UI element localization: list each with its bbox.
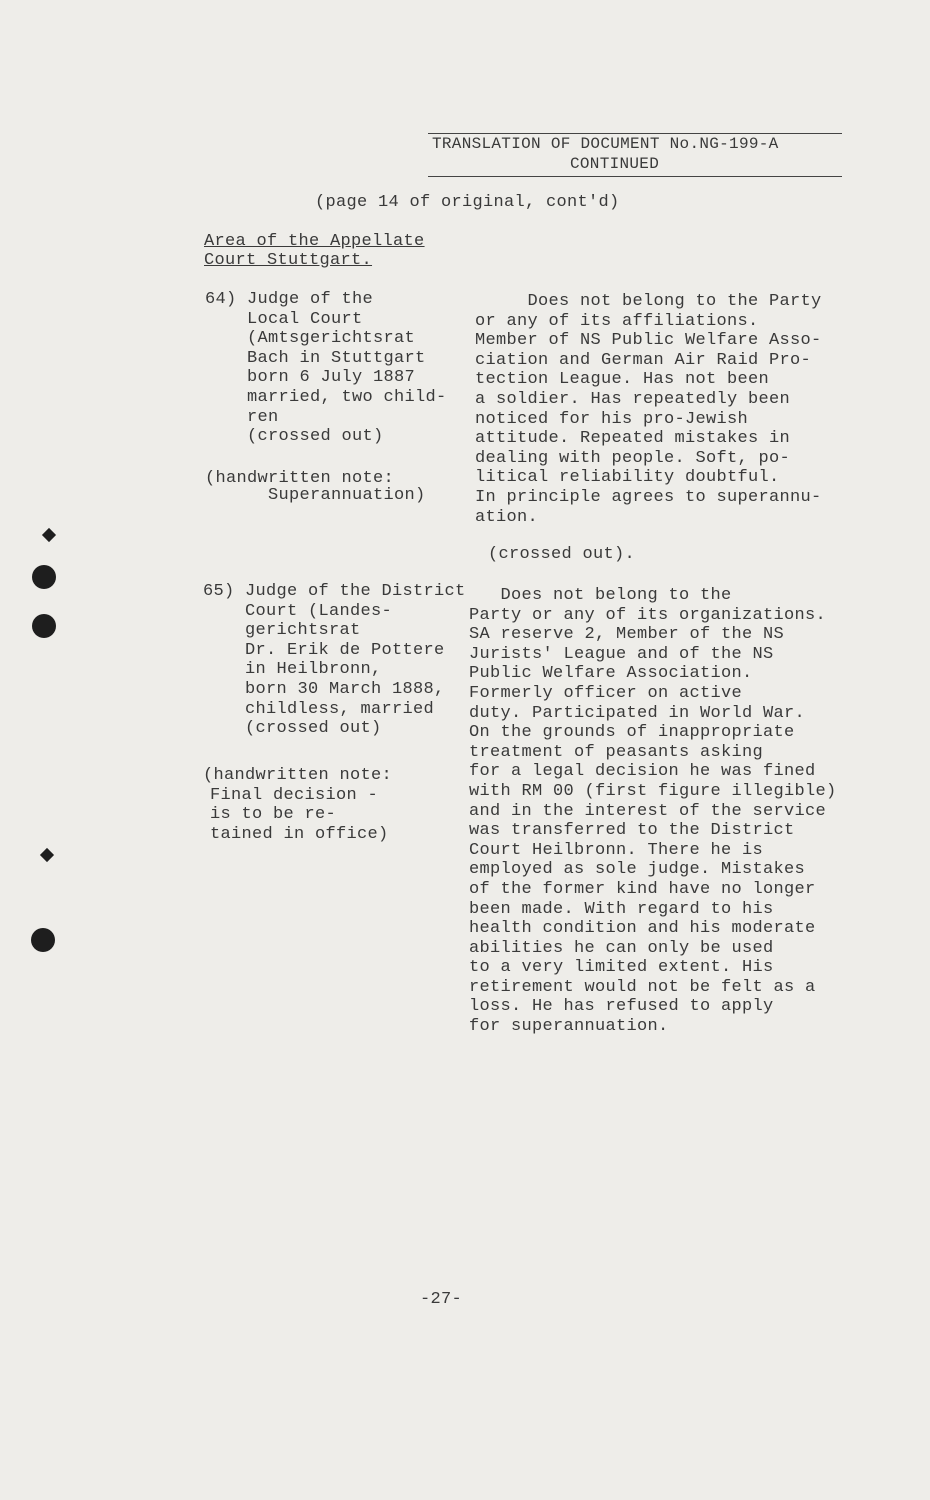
document-title: TRANSLATION OF DOCUMENT No.NG-199-A [432,135,779,153]
assessment-line: noticed for his pro-Jewish [475,409,749,429]
assessment-line: In principle agrees to superannu- [475,487,822,507]
assessment-line: attitude. Repeated mistakes in [475,429,791,449]
assessment-line: On the grounds of inappropriate [469,723,795,743]
page-number: -27- [420,1290,463,1309]
entry-65-assessment [469,586,837,1037]
note-line: tained in office) [210,824,389,844]
assessment-line: with RM 00 (first figure illegible) [469,781,837,801]
entry-64-assessment [475,292,822,527]
assessment-line: for superannuation. [469,1017,669,1037]
assessment-line: was transferred to the District [469,821,795,841]
entry-64-line: (Amtsgerichtsrat [205,329,416,349]
entry-64-line: Bach in Stuttgart [205,348,426,368]
entry-64-line: 64) Judge of the [205,290,374,309]
assessment-line: a soldier. Has repeatedly been [475,389,791,409]
assessment-line: retirement would not be felt as a [469,977,816,997]
entry-65-line: (crossed out) [203,719,382,739]
assessment-line: ciation and German Air Raid Pro- [475,350,812,370]
assessment-line: Does not belong to the [469,586,732,605]
binder-hole [31,928,55,952]
page-reference: (page 14 of original, cont'd) [315,193,620,212]
assessment-line: and in the interest of the service [469,801,827,821]
entry-65-line: childless, married [203,699,435,719]
note-line: (handwritten note: [205,469,395,488]
assessment-line: employed as sole judge. Mistakes [469,860,806,880]
area-heading-line: Court Stuttgart. [204,251,373,270]
assessment-line: or any of its affiliations. [475,311,759,331]
entry-65-line: gerichtsrat [203,621,361,641]
entry-64-line: (crossed out) [205,427,384,447]
header-rule-bottom [428,176,842,177]
note-line: is to be re- [210,805,337,825]
assessment-line: ation. [475,507,539,527]
entry-64-line: ren [205,407,279,427]
assessment-line: Does not belong to the Party [475,292,822,311]
assessment-line: litical reliability doubtful. [475,468,780,488]
assessment-line: been made. With regard to his [469,899,774,919]
assessment-line: dealing with people. Soft, po- [475,448,791,468]
assessment-line: of the former kind have no longer [469,879,816,899]
binder-mark-top [42,528,56,542]
binder-hole [32,614,56,638]
binder-mark-middle [40,848,54,862]
entry-65-line: Court (Landes- [203,601,393,621]
area-heading-line: Area of the Appellate [204,232,425,251]
assessment-line: Jurists' League and of the NS [469,644,774,664]
assessment-line: for a legal decision he was fined [469,762,816,782]
assessment-line: health condition and his moderate [469,919,816,939]
binder-hole [32,565,56,589]
entry-65-person [203,582,466,739]
assessment-line: SA reserve 2, Member of the NS [469,625,785,645]
note-line: (handwritten note: [203,766,393,785]
entry-64-line: Local Court [205,309,363,329]
assessment-line: tection League. Has not been [475,370,770,390]
assessment-line: treatment of peasants asking [469,742,764,762]
note-line: Superannuation) [205,486,426,505]
assessment-line: Formerly officer on active [469,683,743,703]
assessment-line: to a very limited extent. His [469,958,774,978]
document-subtitle: CONTINUED [570,155,660,173]
assessment-line: Member of NS Public Welfare Asso- [475,331,822,351]
entry-65-line: Dr. Erik de Pottere [203,640,445,660]
assessment-line: Public Welfare Association. [469,664,753,684]
note-line: Final decision - [210,785,379,805]
entry-64-line: born 6 July 1887 [205,368,416,388]
assessment-line: abilities he can only be used [469,938,774,958]
entry-64-line: married, two child- [205,387,447,407]
entry-64-person [205,290,447,447]
assessment-line: Party or any of its organizations. [469,605,827,625]
assessment-line: Court Heilbronn. There he is [469,840,764,860]
entry-64-crossed-out: (crossed out). [488,545,636,564]
entry-64-handwritten-note [205,469,426,506]
entry-65-line: 65) Judge of the District [203,582,466,601]
entry-65-handwritten-note [203,766,392,844]
assessment-line: loss. He has refused to apply [469,997,774,1017]
entry-65-line: in Heilbronn, [203,660,382,680]
entry-65-line: born 30 March 1888, [203,679,445,699]
assessment-line: duty. Participated in World War. [469,703,806,723]
